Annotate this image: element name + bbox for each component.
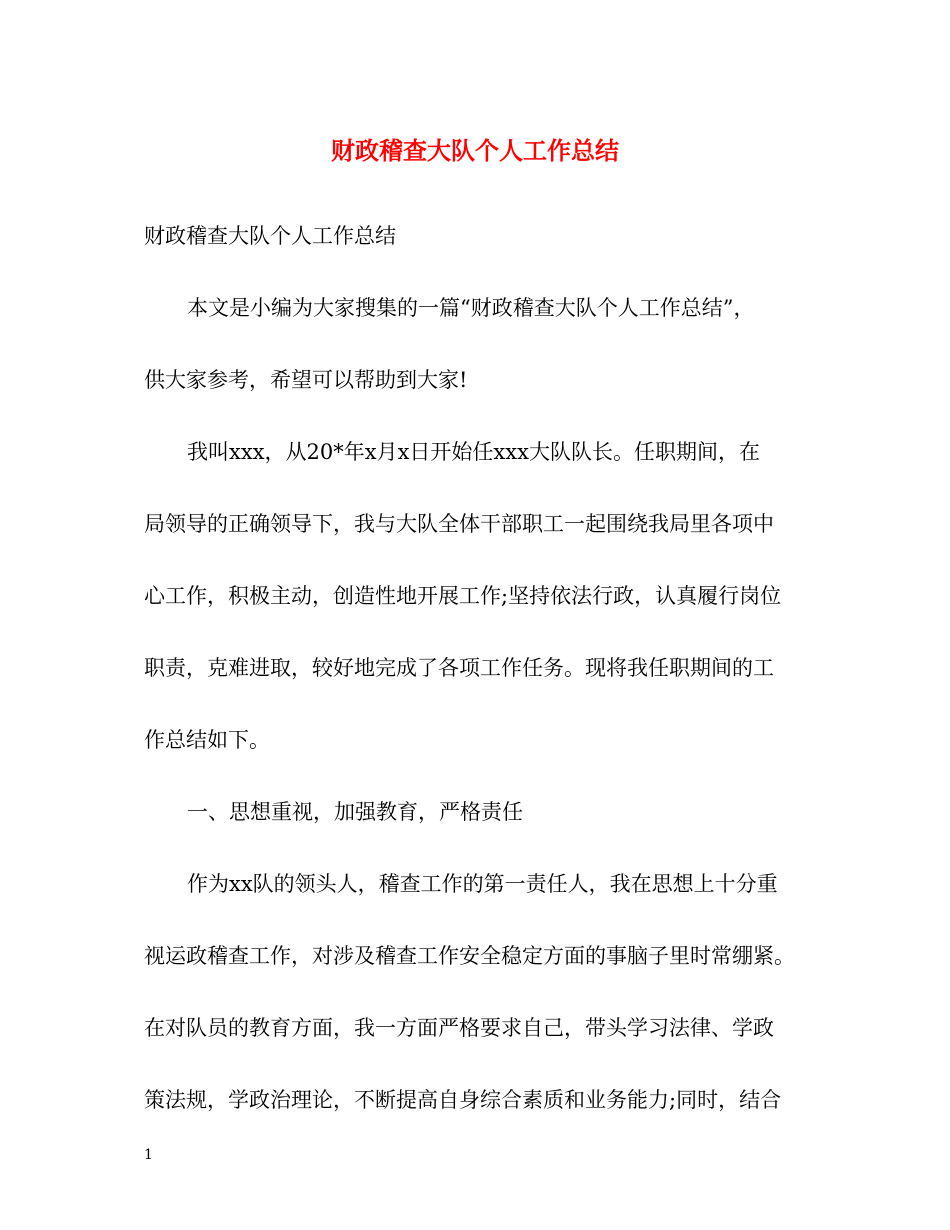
paragraph-line: 心工作，积极主动，创造性地开展工作;坚持依法行政，认真履行岗位 xyxy=(144,584,782,608)
page-number: 1 xyxy=(144,1147,153,1163)
paragraph-line: 供大家参考，希望可以帮助到大家! xyxy=(144,368,468,392)
paragraph-line: 财政稽查大队个人工作总结 xyxy=(144,224,396,248)
document-body xyxy=(144,216,810,1152)
paragraph-line: 局领导的正确领导下，我与大队全体干部职工一起围绕我局里各项中 xyxy=(144,512,774,536)
paragraph-line: 职责，克难进取，较好地完成了各项工作任务。现将我任职期间的工 xyxy=(144,656,774,680)
document-title: 财政稽查大队个人工作总结 xyxy=(331,136,619,165)
section-heading: 一、思想重视，加强教育，严格责任 xyxy=(187,800,523,824)
paragraph-line: 作为xx队的领头人，稽查工作的第一责任人，我在思想上十分重 xyxy=(187,872,778,896)
paragraph-line: 本文是小编为大家搜集的一篇“财政稽查大队个人工作总结”， xyxy=(187,296,755,320)
paragraph-line: 我叫xxx，从20*年x月x日开始任xxx大队队长。任职期间，在 xyxy=(187,440,760,464)
paragraph-line: 策法规，学政治理论，不断提高自身综合素质和业务能力;同时，结合 xyxy=(144,1088,782,1112)
paragraph-line: 在对队员的教育方面，我一方面严格要求自己，带头学习法律、学政 xyxy=(144,1016,774,1040)
paragraph-line: 视运政稽查工作，对涉及稽查工作安全稳定方面的事脑子里时常绷紧。 xyxy=(144,944,795,968)
paragraph-line: 作总结如下。 xyxy=(144,728,270,752)
